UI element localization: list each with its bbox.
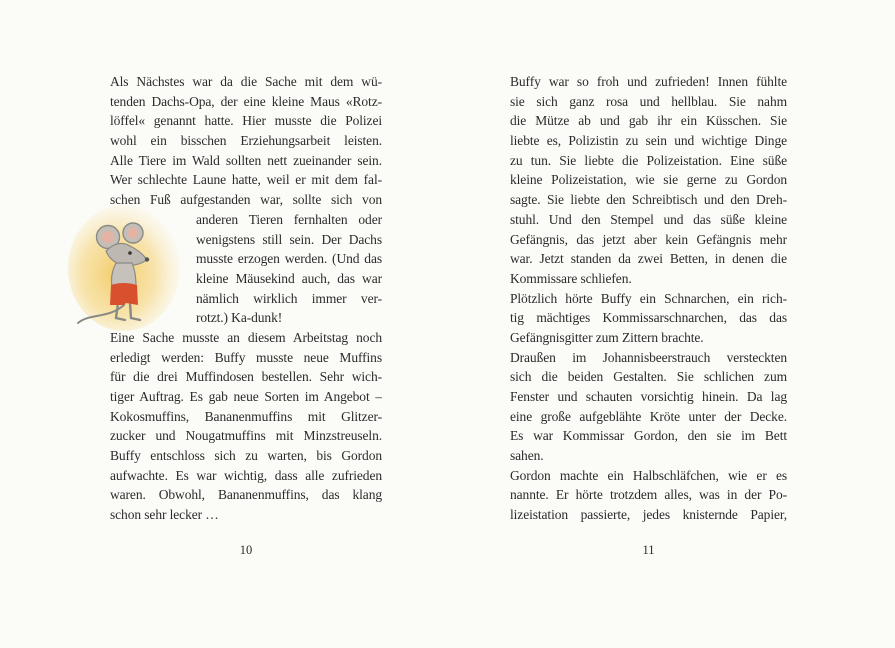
text-line: nämlich wirklich immer ver- [196, 290, 382, 306]
text-line: Gefängnis, das jetzt aber kein Gefängnis mehr [510, 231, 787, 247]
text-line: musste erzogen werden. (Und das [196, 251, 382, 267]
text-line: anderen Tieren fernhalten oder [196, 211, 382, 227]
text-line: Kommissare schliefen. [510, 270, 632, 286]
text-line: sie sich ganz rosa und hellblau. Sie nahm [510, 93, 787, 109]
text-line: tig mächtiges Kommissarschnarchen, das das [510, 310, 787, 326]
text-line: stuhl. Und den Stempel und das süße kleine [510, 211, 787, 227]
text-line: Fenster und schauten vorsichtig hinein. Da lag [510, 389, 787, 404]
text-line: eine große aufgeblähte Kröte unter der Decke. [510, 408, 787, 424]
text-line: erledigt werden: Buffy musste neue Muffins [110, 349, 382, 365]
text-line: Gordon machte ein Halbschläfchen, wie er es [510, 467, 787, 483]
text-line: schon sehr lecker … [110, 507, 219, 523]
text-line: tiger Auftrag. Es gab neue Sorten im Angebot – [110, 389, 382, 404]
text-line: kleine Polizeistation, wie sie gerne zu Gordon [510, 172, 787, 188]
text-line: Wer schlechte Laune hatte, weil er mit dem fal- [110, 172, 382, 188]
text-line: Als Nächstes war da die Sache mit dem wü- [110, 74, 382, 89]
text-line: für die drei Muffindosen bestellen. Sehr wich- [110, 369, 382, 385]
text-line: wohl ein bisschen Erziehungsarbeit leisten. [110, 133, 382, 149]
text-line: rotzt.) Ka-dunk! [196, 310, 283, 326]
text-line: die Mütze ab und gab ihr ein Küsschen. Sie [510, 113, 787, 129]
text-line: schen Fuß aufgestanden war, sollte sich von [110, 192, 382, 208]
text-line: Plötzlich hörte Buffy ein Schnarchen, ein rich- [510, 290, 787, 306]
text-line: kleine Mäusekind auch, das war [196, 270, 382, 286]
text-line: wenigstens still sein. Der Dachs [196, 231, 382, 247]
text-line: liebte es, Polizistin zu sein und wichtige Dinge [510, 133, 787, 149]
text-line: zucker und Nougatmuffins mit Minzstreuseln. [110, 428, 382, 444]
left-page-text-block [110, 72, 382, 525]
text-line: zu tun. Sie liebte die Polizeistation. Eine süße [510, 152, 787, 168]
text-line: sagte. Sie liebte den Schreibtisch und den Dreh- [510, 192, 787, 208]
text-line: löffel« genannt hatte. Hier musste die Polizei [110, 113, 382, 129]
text-line: Eine Sache musste an diesem Arbeitstag noch [110, 329, 382, 345]
text-line: Gefängnisgitter zum Zittern brachte. [510, 329, 704, 345]
text-line: lizeistation passierte, jedes knisternde Papier, [510, 507, 787, 523]
text-line: Draußen im Johannisbeerstrauch versteckten [510, 349, 787, 365]
page-number-right: 11 [642, 543, 655, 557]
text-line: Alle Tiere im Wald sollten nett zueinander sein. [110, 152, 382, 168]
text-line: nannte. Er hörte trotzdem alles, was in der Po- [510, 487, 787, 503]
text-line: Buffy war so froh und zufrieden! Innen fühlte [510, 74, 787, 89]
text-line: waren. Obwohl, Bananenmuffins, das klang [110, 487, 382, 503]
page-number-left: 10 [239, 543, 253, 557]
text-line: sahen. [510, 448, 544, 464]
text-line: Buffy entschloss sich zu warten, bis Gordon [110, 448, 382, 464]
text-line: sich die beiden Gestalten. Sie schlichen zum [510, 369, 787, 385]
text-line: tenden Dachs-Opa, der eine kleine Maus «Rotz- [110, 93, 382, 109]
text-line: war. Jetzt standen da zwei Betten, in denen die [510, 251, 787, 267]
text-line: Kokosmuffins, Bananenmuffins mit Glitzer- [110, 408, 382, 424]
text-line: aufwachte. Es war wichtig, dass alle zufrieden [110, 467, 382, 483]
right-page-text-block [510, 72, 787, 525]
text-line: Es war Kommissar Gordon, den sie im Bett [510, 428, 787, 444]
